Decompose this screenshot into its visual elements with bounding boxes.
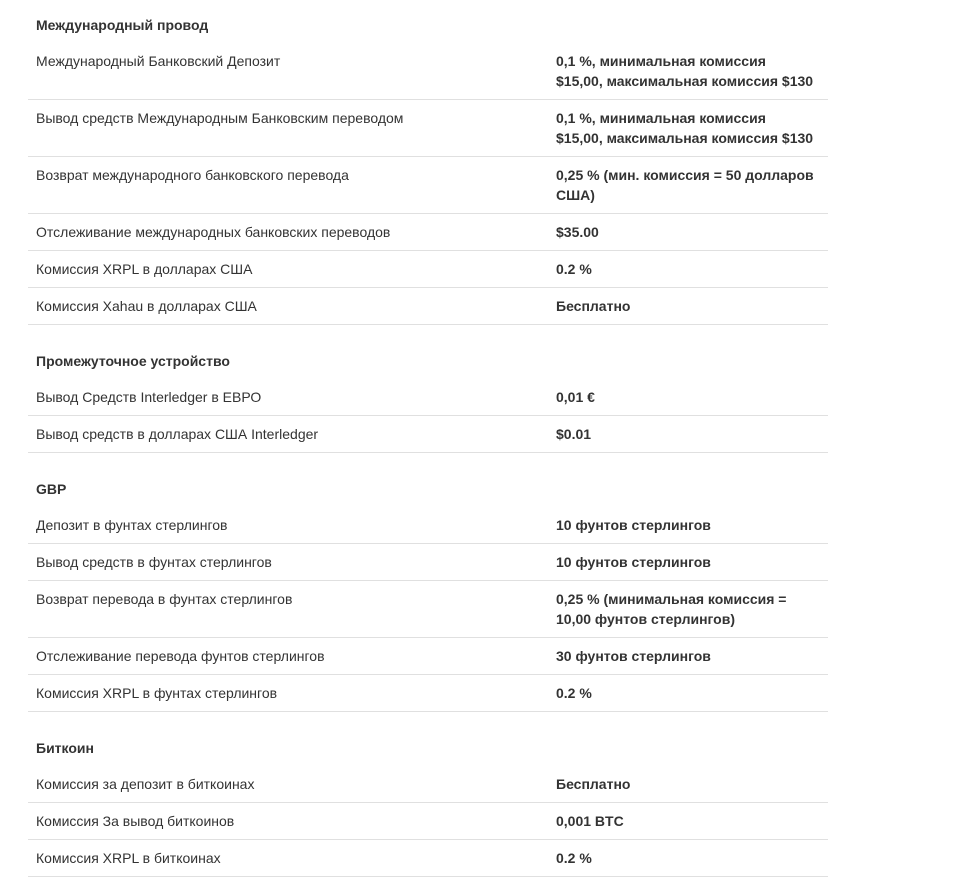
fee-row: [28, 100, 828, 157]
fee-row: [28, 766, 828, 803]
fee-label: Вывод Средств Interledger в ЕВРО: [36, 389, 262, 405]
fee-section-bitcoin: [28, 729, 828, 877]
fee-value: 0,1 %, минимальная комиссия $15,00, максимальная комиссия $130: [556, 53, 814, 89]
fee-label: Вывод средств в долларах США Interledger: [36, 426, 319, 442]
fee-row: [28, 288, 828, 325]
section-title: Международный провод: [36, 17, 209, 33]
fee-row: [28, 675, 828, 712]
fee-row: [28, 803, 828, 840]
fee-label: Депозит в фунтах стерлингов: [36, 517, 228, 533]
fee-value: 0,01 €: [556, 389, 595, 405]
fee-value: 10 фунтов стерлингов: [556, 517, 711, 533]
fee-label: Возврат перевода в фунтах стерлингов: [36, 591, 293, 607]
fee-label: Отслеживание международных банковских переводов: [36, 224, 391, 240]
fee-table: [28, 6, 828, 877]
fee-label: Комиссия Xahau в долларах США: [36, 298, 257, 314]
fee-value: Бесплатно: [556, 298, 631, 314]
fee-row: [28, 214, 828, 251]
fee-label: Комиссия XRPL в биткоинах: [36, 850, 221, 866]
fee-row: [28, 581, 828, 638]
fee-row: [28, 43, 828, 100]
fee-row: [28, 544, 828, 581]
fee-label: Комиссия За вывод биткоинов: [36, 813, 235, 829]
fee-label: Международный Банковский Депозит: [36, 53, 281, 69]
fee-value: $0.01: [556, 426, 592, 442]
fee-label: Вывод средств Международным Банковским переводом: [36, 110, 404, 126]
fee-value: 0.2 %: [556, 850, 592, 866]
fee-row: [28, 157, 828, 214]
fee-label: Комиссия XRPL в фунтах стерлингов: [36, 685, 278, 701]
fee-section-intermediary: [28, 342, 828, 453]
fee-label: Отслеживание перевода фунтов стерлингов: [36, 648, 325, 664]
fee-value: 0,1 %, минимальная комиссия $15,00, максимальная комиссия $130: [556, 110, 814, 146]
fee-value: 0,25 % (минимальная комиссия = 10,00 фунтов стерлингов): [556, 591, 787, 627]
fee-value: 0,001 BTC: [556, 813, 624, 829]
fee-section-gbp: [28, 470, 828, 712]
fee-value: 0.2 %: [556, 685, 592, 701]
fee-row: [28, 416, 828, 453]
fee-label: Вывод средств в фунтах стерлингов: [36, 554, 272, 570]
fee-label: Комиссия XRPL в долларах США: [36, 261, 253, 277]
section-title: GBP: [36, 481, 67, 497]
fee-value: 0,25 % (мин. комиссия = 50 долларов США): [556, 167, 814, 203]
fee-row: [28, 507, 828, 544]
fee-value: $35.00: [556, 224, 599, 240]
fee-row: [28, 840, 828, 877]
fee-row: [28, 638, 828, 675]
section-title: Промежуточное устройство: [36, 353, 230, 369]
fee-row: [28, 379, 828, 416]
fee-label: Возврат международного банковского перевода: [36, 167, 349, 183]
fee-value: 10 фунтов стерлингов: [556, 554, 711, 570]
fee-label: Комиссия за депозит в биткоинах: [36, 776, 255, 792]
fee-value: Бесплатно: [556, 776, 631, 792]
fee-value: 0.2 %: [556, 261, 592, 277]
section-title: Биткоин: [36, 740, 94, 756]
fee-row: [28, 251, 828, 288]
fee-value: 30 фунтов стерлингов: [556, 648, 711, 664]
fee-section-international-wire: [28, 6, 828, 325]
